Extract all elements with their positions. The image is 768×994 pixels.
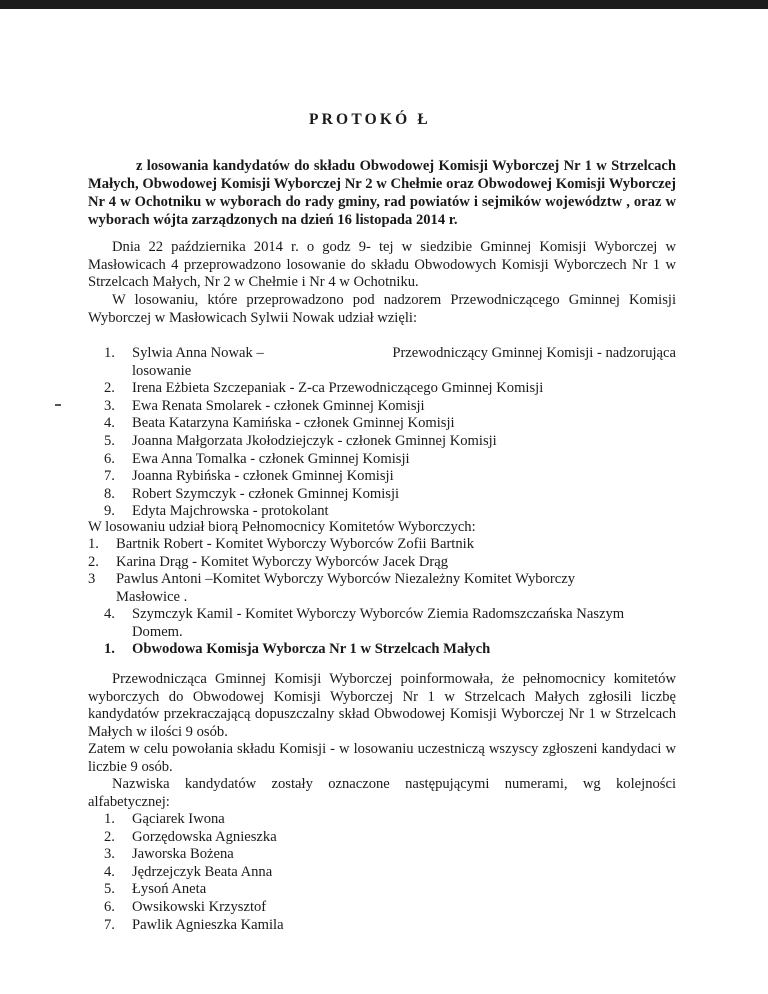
document-heading: z losowania kandydatów do składu Obwodowej Komisji Wyborczej Nr 1 w Strzelcach Małych, Obwodowej Komisji Wyborczej Nr 2 w Chełmie oraz Obwodowej Komisji Wyborczej Nr 4 w Ochotniku w wyborach do rady gminy, rad powiatów i sejmików województw , oraz w wyborach wójta zarządzonych na dzień 16 listopada 2014 r. [88, 158, 676, 228]
list-item: 3. Jaworska Bożena [104, 846, 234, 863]
list-item: 7. Joanna Rybińska - członek Gminnej Komisji [104, 468, 394, 485]
list-item: 9. Edyta Majchrowska - protokolant [104, 503, 329, 520]
list-item: 4. Jędrzejczyk Beata Anna [104, 863, 273, 880]
section-1-paragraph-2: Zatem w celu powołania składu Komisji - w losowaniu uczestniczą wszyscy zgłoszeni kandydaci w liczbie 9 osób. [88, 741, 676, 775]
participant-role-cont: losowanie [132, 362, 192, 379]
proxies-list [88, 536, 676, 642]
intro-paragraph: Dnia 22 października 2014 r. o godz 9- tej w siedzibie Gminnej Komisji Wyborczej w Masłowicach 4 przeprowadzono losowanie do składu Obwodowych Komisji Wyborczech Nr 1 w Strzelcach Małych, Nr 2 w Chełmie i Nr 4 w Ochotniku. [88, 239, 676, 291]
list-item: 2. Karina Drąg - Komitet Wyborczy Wyborców Jacek Drąg [88, 553, 449, 570]
list-item: 6. Owsikowski Krzysztof [104, 898, 267, 915]
list-item: 1. Bartnik Robert - Komitet Wyborczy Wyborców Zofii Bartnik [88, 536, 475, 552]
list-item: 4. Szymczyk Kamil - Komitet Wyborczy Wyborców Ziemia Radomszczańska Naszym Domem. [104, 606, 625, 640]
list-item: 6. Ewa Anna Tomalka - członek Gminnej Komisji [104, 450, 410, 467]
participants-intro: W losowaniu, które przeprowadzono pod nadzorem Przewodniczącego Gminnej Komisji Wyborczej w Masłowicach Sylwii Nowak udział wzięli: [88, 292, 676, 326]
section-1-paragraph-1: Przewodnicząca Gminnej Komisji Wyborczej poinformowała, że pełnomocnicy komitetów wyborczych do Obwodowej Komisji Wyborczej Nr 1 w Strzelcach Małych zgłosili liczbę kandydatów przekraczającą dopuszczalny skład Obwodowej Komisji Wyborczej Nr 1 w Strzelcach Małych w ilości 9 osób. [88, 671, 676, 740]
section-1-paragraph-3: Nazwiska kandydatów zostały oznaczone następującymi numerami, wg kolejności alfabetycznej: [88, 776, 676, 810]
list-item: 3. Ewa Renata Smolarek - członek Gminnej Komisji [104, 397, 425, 414]
participants-list [104, 345, 676, 521]
section-1-heading: 1. Obwodowa Komisja Wyborcza Nr 1 w Strzelcach Małych [104, 641, 491, 657]
candidates-list [104, 811, 504, 934]
list-item: 7. Pawlik Agnieszka Kamila [104, 916, 284, 933]
list-item: 2. Gorzędowska Agnieszka [104, 828, 277, 845]
list-item: 8. Robert Szymczyk - członek Gminnej Komisji [104, 485, 400, 502]
list-item [104, 345, 676, 380]
list-number: 1. [104, 345, 115, 361]
scan-top-edge [0, 0, 768, 9]
list-item: 4. Beata Katarzyna Kamińska - członek Gminnej Komisji [104, 415, 455, 432]
participant-name: Sylwia Anna Nowak – [132, 345, 264, 361]
list-item: 1. Gąciarek Iwona [104, 811, 225, 827]
participant-role: Przewodniczący Gminnej Komisji - nadzorująca [392, 345, 676, 361]
document-title: PROTOKÓ Ł [309, 111, 431, 128]
list-item: 5. Łysoń Aneta [104, 881, 207, 898]
list-item: 2. Irena Eżbieta Szczepaniak - Z-ca Przewodniczącego Gminnej Komisji [104, 380, 544, 397]
list-item: 3 Pawlus Antoni –Komitet Wyborczy Wyborców Niezależny Komitet Wyborczy Masłowice . [88, 571, 575, 605]
proxies-intro: W losowaniu udział biorą Pełnomocnicy Komitetów Wyborczych: [88, 519, 476, 535]
list-item: 5. Joanna Małgorzata Jkołodziejczyk - członek Gminnej Komisji [104, 432, 497, 449]
margin-mark [55, 404, 61, 406]
